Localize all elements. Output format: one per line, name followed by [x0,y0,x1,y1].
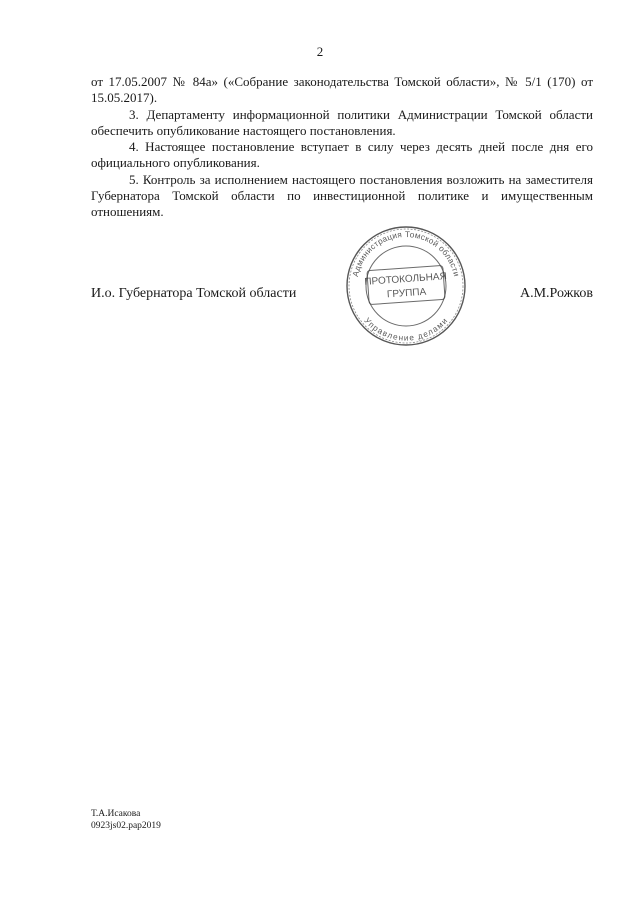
paragraph-continuation: от 17.05.2007 № 84а» («Собрание законодательства Томской области», № 5/1 (170) от 15.05.2017). [91,74,593,106]
executor-footer [91,808,161,832]
file-code: 0923js02.pap2019 [91,821,161,831]
paragraph-item-3: 3. Департаменту информационной политики Администрации Томской области обеспечить опубликование настоящего постановления. [91,106,593,138]
executor-name: Т.А.Исакова [91,809,141,819]
paragraph-item-5: 5. Контроль за исполнением настоящего постановления возложить на заместителя Губернатора Томской области по инвестиционной политике и имущественным отношениям. [91,171,593,220]
signatory-name: А.М.Рожков [519,286,593,301]
paragraph-item-4: 4. Настоящее постановление вступает в силу через десять дней после дня его официального опубликования. [91,139,593,171]
stamp-seal-graphic [344,224,468,348]
official-stamp [344,224,468,348]
svg-text:ПРОТОКОЛЬНАЯ: ПРОТОКОЛЬНАЯ [364,271,448,288]
svg-text:Управление делами: Управление делами [362,316,450,343]
page-number: 2 [316,44,324,59]
signatory-position: И.о. Губернатора Томской области [91,286,297,301]
signature-block [91,286,593,306]
document-body [91,74,593,221]
svg-text:Администрация Томской области: Администрация Томской области [350,229,462,278]
svg-text:ГРУППА: ГРУППА [386,286,427,301]
